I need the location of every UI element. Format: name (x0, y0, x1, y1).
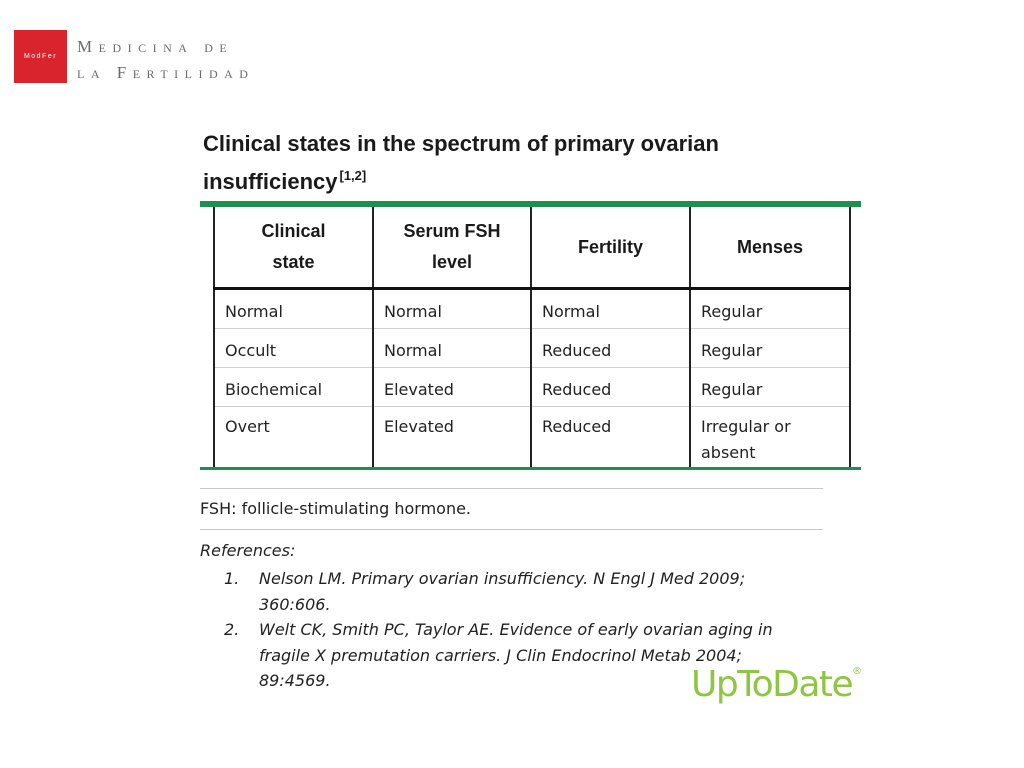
table-cell-text: Irregular or absent (701, 417, 791, 462)
uptodate-text: UpToDate (691, 664, 853, 705)
reference-number: 1. (224, 569, 240, 588)
table-cell: Reduced (531, 407, 690, 469)
logo-mark (14, 30, 67, 83)
table-cell: Normal (373, 289, 531, 329)
references-label: References: (200, 541, 296, 560)
header-fertility: Fertility (531, 207, 690, 289)
table-cell: Elevated (373, 368, 531, 407)
logo-mark-text: ModFer (23, 53, 58, 60)
table-cell: Biochemical (214, 368, 373, 407)
table-cell (690, 407, 850, 469)
table-cell: Normal (214, 289, 373, 329)
reference-text: Nelson LM. Primary ovarian insufficiency. N Engl J Med 2009; 360:606. (259, 569, 746, 614)
registered-mark: ® (852, 666, 863, 677)
table-row (214, 289, 850, 329)
table-cell: Normal (531, 289, 690, 329)
logo-line-1: Medicina de (77, 37, 234, 56)
logo-line-2: la Fertilidad (77, 63, 255, 82)
header-serum-fsh-level: Serum FSH level (373, 207, 531, 289)
table-cell: Regular (690, 329, 850, 368)
header-menses: Menses (690, 207, 850, 289)
table-cell: Normal (373, 329, 531, 368)
table-cell: Reduced (531, 329, 690, 368)
table-row (214, 407, 850, 469)
table-bottom-rule (200, 467, 861, 470)
uptodate-watermark (691, 664, 862, 705)
reference-text: Welt CK, Smith PC, Taylor AE. Evidence of early ovarian aging in fragile X premutation carriers. J Clin Endocrinol Metab 2004; 89:4569. (259, 620, 773, 690)
table-title (203, 128, 843, 198)
table-cell: Elevated (373, 407, 531, 469)
table-cell: Occult (214, 329, 373, 368)
footnote-bottom-divider (200, 529, 823, 530)
table-cell: Regular (690, 368, 850, 407)
table-row (214, 368, 850, 407)
header-clinical-state: Clinical state (214, 207, 373, 289)
title-references: [1,2] (339, 168, 367, 183)
reference-number: 2. (224, 620, 240, 639)
table-row (214, 329, 850, 368)
table-cell: Reduced (531, 368, 690, 407)
table-title-text: Clinical states in the spectrum of primary ovarian insufficiency (203, 131, 719, 194)
footnote-top-divider (200, 488, 823, 489)
table-cell: Overt (214, 407, 373, 469)
clinical-states-table (213, 207, 851, 468)
footnote: FSH: follicle-stimulating hormone. (200, 499, 472, 518)
table-header-row (214, 207, 850, 289)
table-cell: Regular (690, 289, 850, 329)
logo-wordmark (77, 34, 254, 86)
list-item (224, 566, 824, 617)
